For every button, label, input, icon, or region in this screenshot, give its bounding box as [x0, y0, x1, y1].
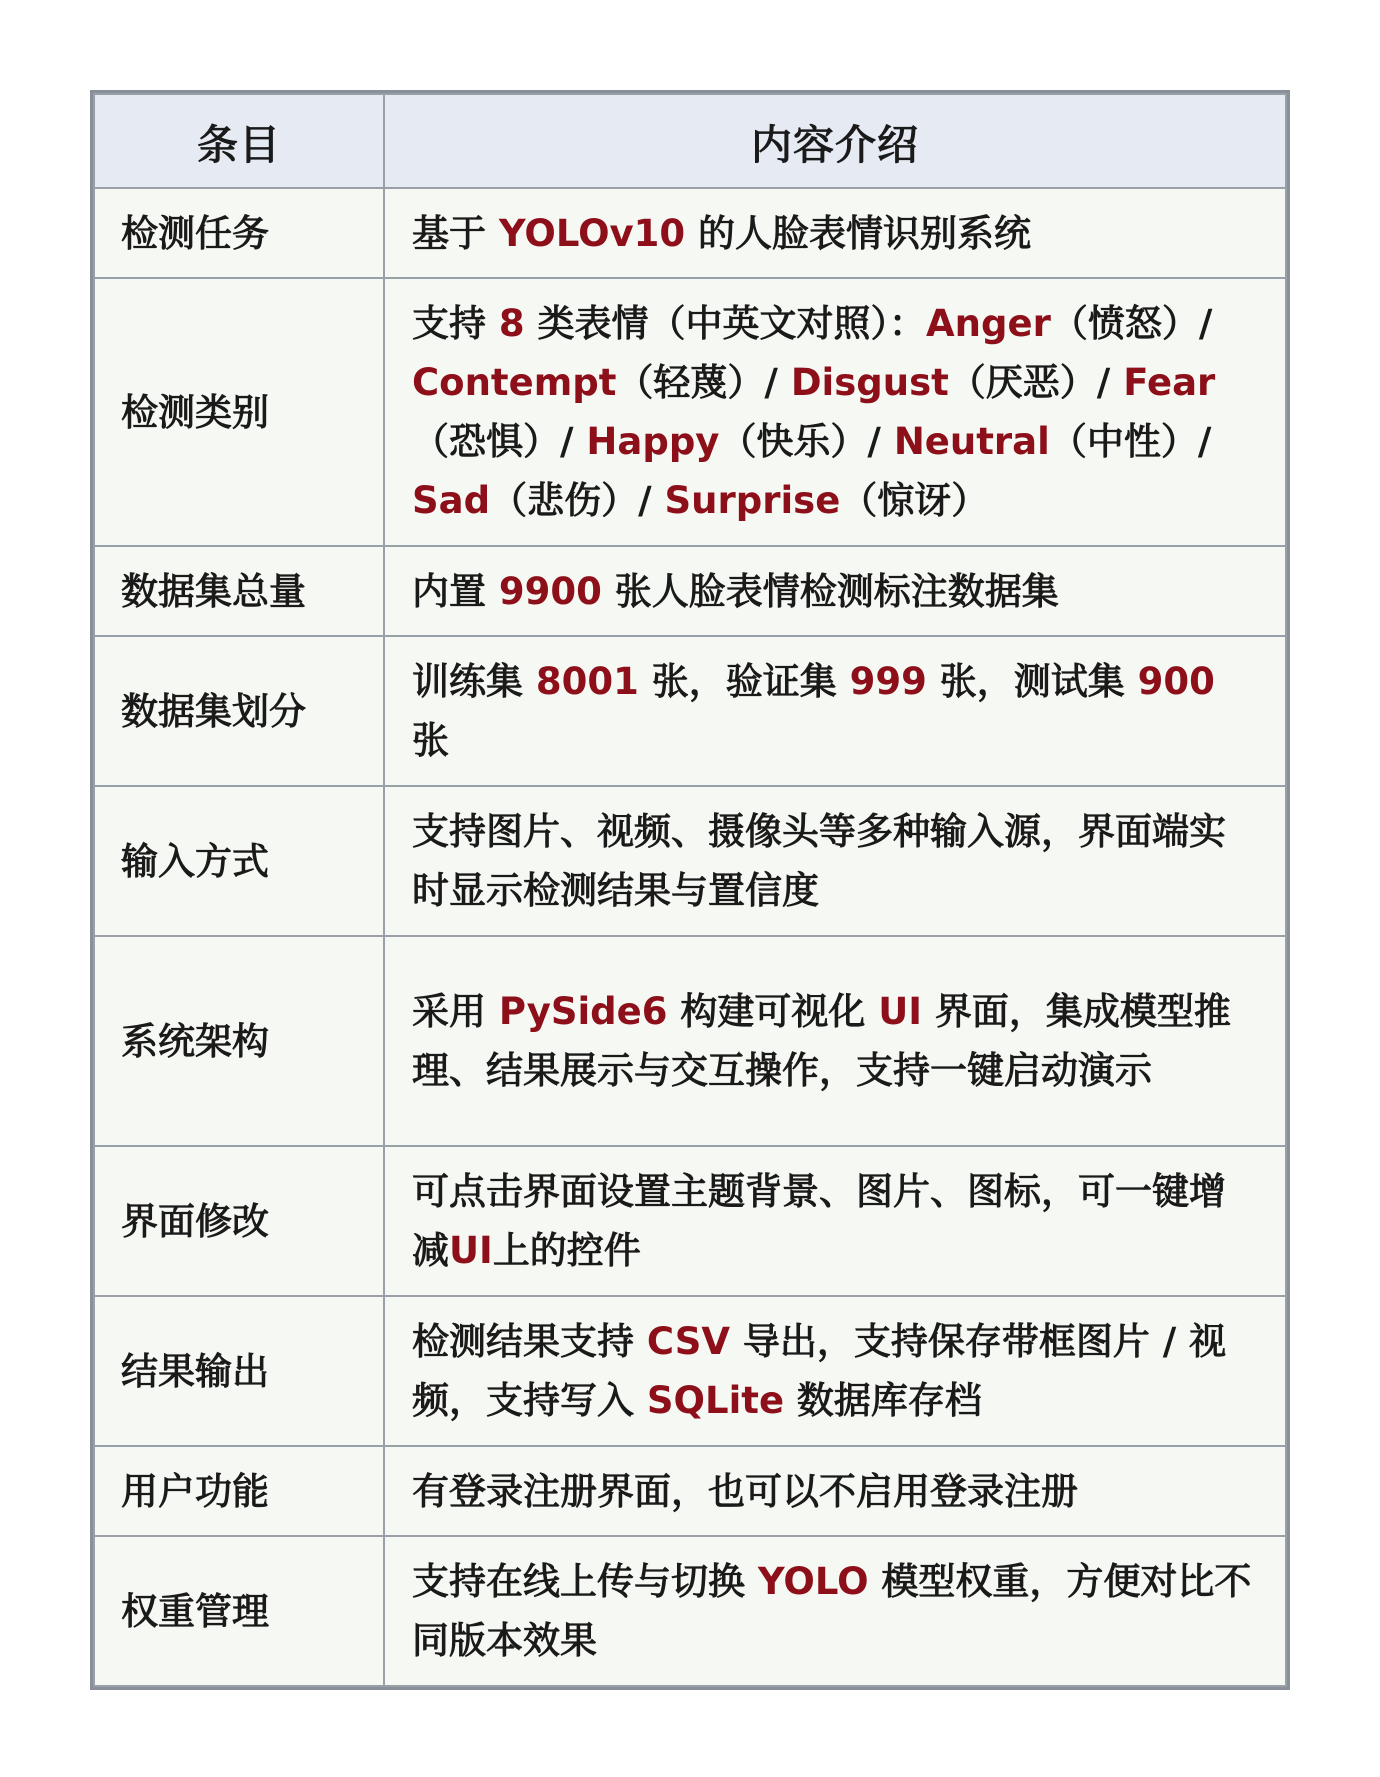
content-text: （惊讶）: [840, 479, 989, 522]
header-item: 条目: [94, 94, 384, 188]
table-row: [94, 936, 1286, 1146]
content-text: 有登录注册界面，也可以不启用登录注册: [412, 1469, 1078, 1513]
content-text: （愤怒）/: [1050, 302, 1213, 345]
content-text: （厌恶）/: [948, 361, 1124, 404]
highlighted-text: 9900: [498, 569, 602, 613]
table-row: [94, 1296, 1286, 1446]
content-text: 训练集: [412, 660, 536, 703]
row-content: [384, 636, 1286, 786]
content-text: 内置: [412, 569, 499, 613]
content-text: 支持图片、视频、摄像头等多种输入源，界面端实时显示检测结果与置信度: [412, 810, 1226, 912]
highlighted-text: UI: [878, 990, 923, 1033]
row-item-label: 结果输出: [94, 1296, 384, 1446]
content-text: 张: [412, 719, 449, 762]
content-text: （中性）/: [1049, 420, 1212, 463]
row-item-label: 检测类别: [94, 278, 384, 546]
content-text: 支持: [412, 302, 499, 345]
content-text: 数据库存档: [784, 1379, 982, 1422]
row-content: [384, 278, 1286, 546]
content-text: 检测结果支持: [412, 1320, 647, 1363]
header-content: 内容介绍: [384, 94, 1286, 188]
row-content: [384, 188, 1286, 278]
content-text: 张人脸表情检测标注数据集: [601, 569, 1059, 613]
table-row: [94, 188, 1286, 278]
highlighted-text: UI: [449, 1229, 493, 1272]
row-content: [384, 546, 1286, 636]
highlighted-text: Fear: [1123, 361, 1216, 404]
highlighted-text: SQLite: [646, 1379, 785, 1422]
table-row: [94, 278, 1286, 546]
content-text: 采用: [412, 990, 499, 1033]
row-content: [384, 1446, 1286, 1536]
highlighted-text: 999: [849, 660, 927, 703]
table-row: [94, 636, 1286, 786]
row-content: [384, 936, 1286, 1146]
highlighted-text: Disgust: [790, 361, 949, 404]
row-item-label: 界面修改: [94, 1146, 384, 1296]
content-text: 基于: [412, 211, 499, 255]
content-text: 的人脸表情识别系统: [685, 211, 1032, 255]
table-row: [94, 1536, 1286, 1686]
row-content: [384, 1536, 1286, 1686]
info-table: [93, 93, 1287, 1687]
row-content: [384, 1146, 1286, 1296]
highlighted-text: 900: [1137, 660, 1215, 703]
content-text: 类表情（中英文对照）：: [524, 302, 927, 345]
content-text: （恐惧）/: [412, 420, 587, 463]
table-row: [94, 786, 1286, 936]
highlighted-text: Neutral: [893, 420, 1050, 463]
content-text: 支持在线上传与切换: [412, 1560, 758, 1603]
highlighted-text: YOLO: [757, 1560, 869, 1603]
highlighted-text: Surprise: [664, 479, 841, 522]
highlighted-text: PySide6: [498, 990, 668, 1033]
row-item-label: 数据集划分: [94, 636, 384, 786]
row-item-label: 输入方式: [94, 786, 384, 936]
table-body: [94, 188, 1286, 1686]
row-item-label: 数据集总量: [94, 546, 384, 636]
table-header-row: [94, 94, 1286, 188]
content-text: （轻蔑）/: [616, 361, 791, 404]
row-item-label: 用户功能: [94, 1446, 384, 1536]
content-text: 构建可视化: [667, 990, 879, 1033]
row-item-label: 检测任务: [94, 188, 384, 278]
table-row: [94, 1146, 1286, 1296]
row-content: [384, 1296, 1286, 1446]
content-text: 模型权重，方便对比不同版本效果: [412, 1560, 1252, 1662]
table-row: [94, 546, 1286, 636]
highlighted-text: 8001: [535, 660, 639, 703]
highlighted-text: Happy: [586, 420, 720, 463]
content-text: 张，测试集: [926, 660, 1138, 703]
content-text: 上的控件: [492, 1229, 641, 1272]
info-table-container: [90, 90, 1290, 1690]
content-text: 可点击界面设置主题背景、图片、图标，可一键增减: [412, 1170, 1226, 1272]
highlighted-text: Contempt: [412, 361, 617, 404]
highlighted-text: Anger: [926, 302, 1051, 345]
row-content: [384, 786, 1286, 936]
highlighted-text: 8: [498, 302, 525, 345]
content-text: （悲伤）/: [490, 479, 665, 522]
content-text: 张，验证集: [638, 660, 850, 703]
content-text: 导出，支持保存带框图片 / 视频，支持写入: [412, 1320, 1227, 1422]
highlighted-text: Sad: [412, 479, 491, 522]
table-row: [94, 1446, 1286, 1536]
highlighted-text: CSV: [646, 1320, 731, 1363]
highlighted-text: YOLOv10: [498, 211, 686, 255]
content-text: （快乐）/: [719, 420, 894, 463]
row-item-label: 权重管理: [94, 1536, 384, 1686]
content-text: 界面，集成模型推理、结果展示与交互操作，支持一键启动演示: [412, 990, 1231, 1092]
row-item-label: 系统架构: [94, 936, 384, 1146]
